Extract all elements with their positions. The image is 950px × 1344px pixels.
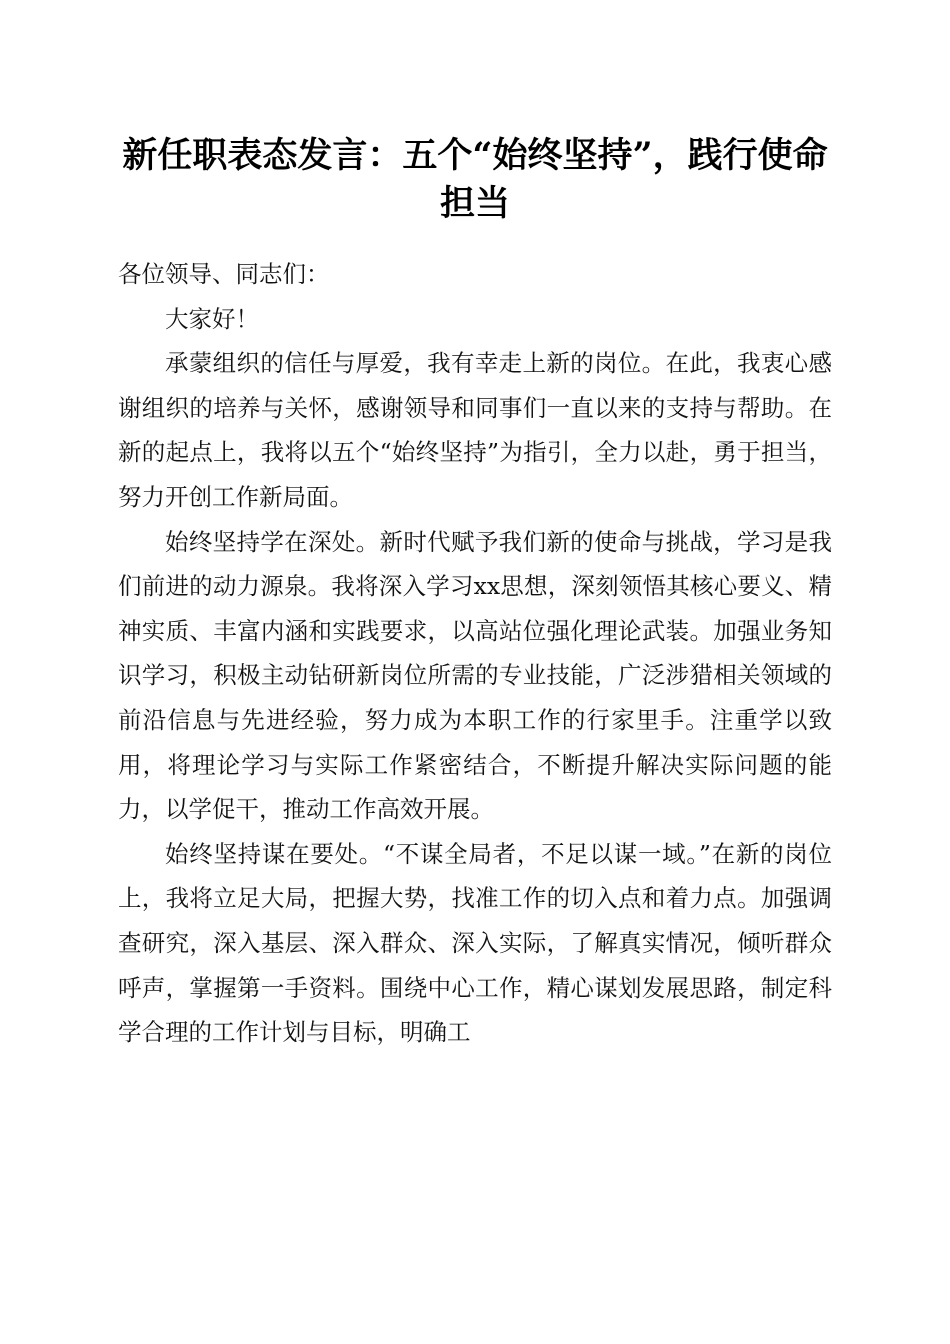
greeting: 大家好！ [165, 304, 259, 333]
paragraph-planning: 始终坚持谋在要处。“不谋全局者，不足以谋一域。”在新的岗位上，我将立足大局，把握大势，找准工作的切入点和着力点。加强调查研究，深入基层、深入群众、深入实际，了解真实情况，倾听群众呼声，掌握第一手资料。围绕中心工作，精心谋划发展思路，制定科学合理的工作计划与目标，明确工 [118, 839, 832, 1047]
paragraph-intro: 承蒙组织的信任与厚爱，我有幸走上新的岗位。在此，我衷心感谢组织的培养与关怀，感谢领导和同事们一直以来的支持与帮助。在新的起点上，我将以五个“始终坚持”为指引，全力以赴，勇于担当，努力开创工作新局面。 [118, 349, 832, 511]
paragraph-study: 始终坚持学在深处。新时代赋予我们新的使命与挑战，学习是我们前进的动力源泉。我将深入学习xx思想，深刻领悟其核心要义、精神实质、丰富内涵和实践要求，以高站位强化理论武装。加强业务知识学习，积极主动钻研新岗位所需的专业技能，广泛涉猎相关领域的前沿信息与先进经验，努力成为本职工作的行家里手。注重学以致用，将理论学习与实际工作紧密结合，不断提升解决实际问题的能力，以学促干，推动工作高效开展。 [118, 527, 832, 824]
document-body [118, 252, 832, 1055]
salutation: 各位领导、同志们： [118, 260, 330, 288]
document-title: 新任职表态发言：五个“始终坚持”，践行使命担当 [122, 135, 828, 224]
